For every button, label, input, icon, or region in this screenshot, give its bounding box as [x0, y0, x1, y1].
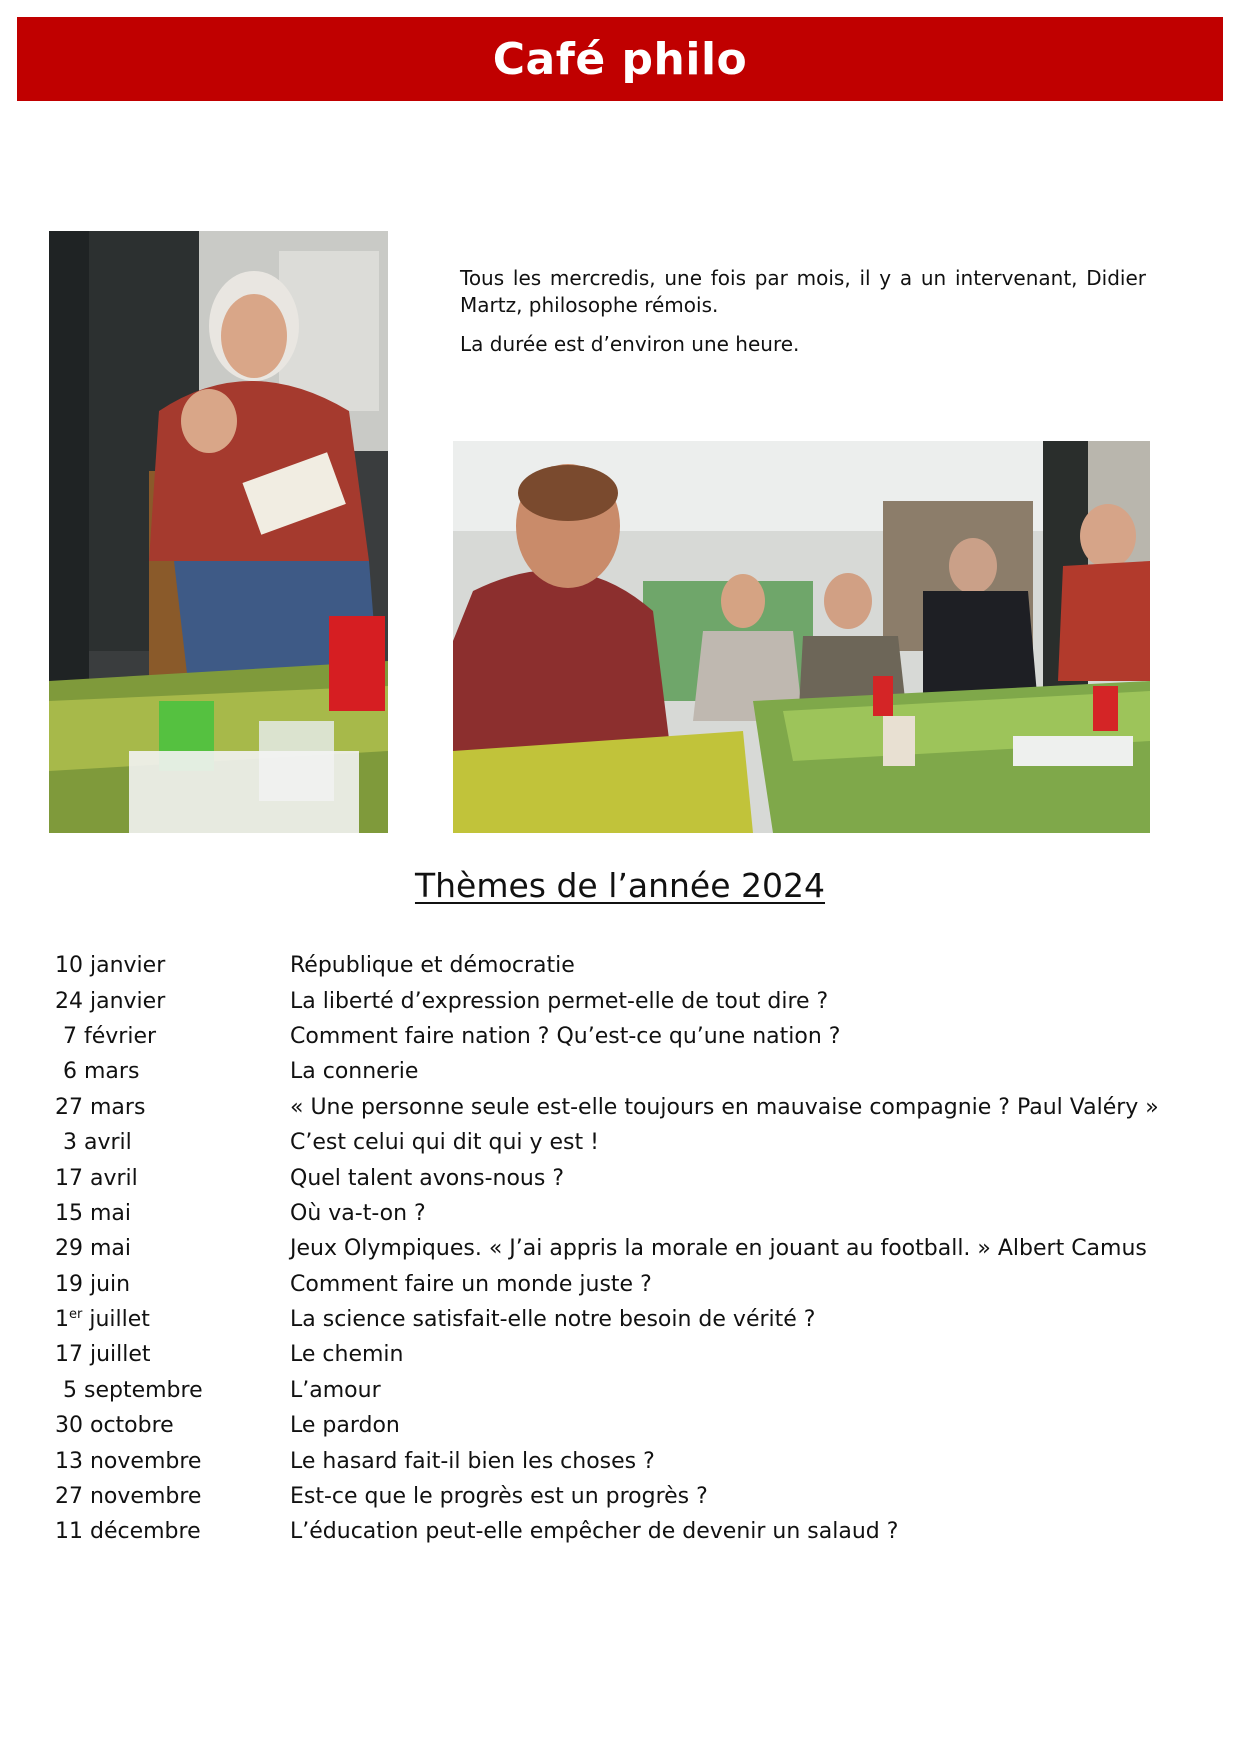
schedule-row — [55, 1408, 1225, 1443]
intro-text — [460, 265, 1146, 370]
schedule-date: 24 janvier — [55, 988, 166, 1014]
schedule-row — [55, 1443, 1225, 1478]
schedule-row — [55, 1125, 1225, 1160]
schedule-row — [55, 1054, 1225, 1089]
schedule-theme: Comment faire nation ? Qu’est-ce qu’une nation ? — [290, 1023, 841, 1049]
schedule-theme: République et démocratie — [290, 953, 575, 979]
schedule-theme: Le hasard fait-il bien les choses ? — [290, 1448, 655, 1474]
schedule-date: 13 novembre — [55, 1448, 202, 1474]
schedule-theme: Quel talent avons-nous ? — [290, 1165, 565, 1191]
schedule-row — [55, 1231, 1225, 1266]
schedule-date: 17 juillet — [55, 1342, 151, 1368]
intro-paragraph-duration: La durée est d’environ une heure. — [460, 332, 800, 356]
schedule-row — [55, 1479, 1225, 1514]
schedule-theme: Le pardon — [290, 1413, 400, 1439]
schedule-date: 19 juin — [55, 1271, 131, 1297]
schedule-theme: Est-ce que le progrès est un progrès ? — [290, 1484, 708, 1510]
schedule-row — [55, 1267, 1225, 1302]
schedule-date: 10 janvier — [55, 953, 166, 979]
themes-heading: Thèmes de l’année 2024 — [414, 866, 826, 905]
schedule-theme: La connerie — [290, 1059, 419, 1085]
schedule-row — [55, 1019, 1225, 1054]
schedule-date: 3 avril — [63, 1130, 132, 1156]
schedule-date: 30 octobre — [55, 1413, 174, 1439]
schedule-theme: La science satisfait-elle notre besoin de vérité ? — [290, 1307, 816, 1333]
schedule-row — [55, 1373, 1225, 1408]
schedule-date-number: 1 — [55, 1307, 69, 1333]
schedule-theme: C’est celui qui dit qui y est ! — [290, 1130, 599, 1156]
schedule-date: 11 décembre — [55, 1519, 201, 1545]
schedule-theme: L’éducation peut-elle empêcher de devenir un salaud ? — [290, 1519, 899, 1545]
schedule-date — [55, 1307, 290, 1332]
schedule-theme: Jeux Olympiques. « J’ai appris la morale en jouant au football. » Albert Camus — [290, 1236, 1147, 1262]
schedule-theme: Où va-t-on ? — [290, 1200, 426, 1226]
schedule-row — [55, 1302, 1225, 1337]
page-title: Café philo — [492, 33, 748, 85]
schedule-date: 27 novembre — [55, 1484, 202, 1510]
schedule-row — [55, 1514, 1225, 1549]
schedule-theme: L’amour — [290, 1377, 381, 1403]
schedule-row — [55, 1337, 1225, 1372]
schedule-date-ordinal: er — [69, 1307, 83, 1323]
intro-paragraph-schedule: Tous les mercredis, une fois par mois, il y a un intervenant, Didier Martz, philosophe rémois. — [460, 266, 1146, 317]
schedule-row — [55, 1090, 1225, 1125]
schedule-date: 7 février — [63, 1023, 157, 1049]
schedule-row — [55, 1196, 1225, 1231]
schedule-row — [55, 1160, 1225, 1195]
themes-schedule — [55, 948, 1225, 1550]
schedule-row — [55, 983, 1225, 1018]
philosopher-speaking-photo — [49, 231, 388, 833]
schedule-date: 27 mars — [55, 1094, 146, 1120]
schedule-date-month: juillet — [82, 1307, 150, 1333]
schedule-date: 17 avril — [55, 1165, 138, 1191]
schedule-date: 5 septembre — [63, 1377, 203, 1403]
schedule-theme: Le chemin — [290, 1342, 404, 1368]
schedule-date: 6 mars — [63, 1059, 140, 1085]
schedule-theme: « Une personne seule est-elle toujours en mauvaise compagnie ? Paul Valéry » — [290, 1094, 1159, 1120]
schedule-theme: La liberté d’expression permet-elle de tout dire ? — [290, 988, 829, 1014]
schedule-date: 29 mai — [55, 1236, 132, 1262]
schedule-date: 15 mai — [55, 1200, 132, 1226]
schedule-theme: Comment faire un monde juste ? — [290, 1271, 652, 1297]
schedule-row — [55, 948, 1225, 983]
title-banner — [17, 17, 1223, 101]
group-discussion-photo — [453, 441, 1150, 833]
